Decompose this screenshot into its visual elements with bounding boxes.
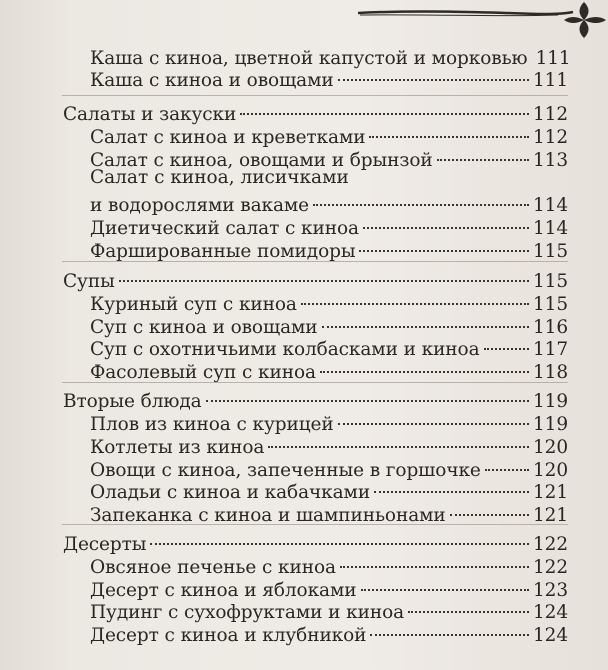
leader-dots <box>268 431 529 453</box>
toc-entry-title: Плов из киноа с курицей <box>90 414 334 435</box>
toc-entry <box>90 499 568 527</box>
toc-section-page: 119 <box>532 391 568 412</box>
toc-entry-title: Каша с киноа, цветной капустой и морковью <box>90 48 528 69</box>
toc-entry-title: Пудинг с сухофруктами и киноа <box>90 602 405 623</box>
leader-dots <box>359 235 529 257</box>
leader-dots <box>361 574 529 596</box>
toc-section-page: 122 <box>532 534 568 555</box>
toc-entry-page: 113 <box>532 150 568 171</box>
leader-dots <box>119 265 529 287</box>
section-divider <box>62 95 568 96</box>
toc-entry-page: 115 <box>532 241 568 262</box>
toc-entry-page: 114 <box>532 218 568 239</box>
toc-entry-page: 120 <box>532 460 568 481</box>
toc-entry <box>90 64 568 92</box>
toc-entry-title: Фасолевый суп с киноа <box>90 362 316 383</box>
toc-entry <box>90 619 568 647</box>
toc-entry-page: 117 <box>532 339 568 360</box>
leader-dots <box>450 499 529 521</box>
toc-section-title: Вторые блюда <box>63 391 202 412</box>
toc-entry-page: 123 <box>532 580 568 601</box>
toc-section-title: Салаты и закуски <box>63 104 237 125</box>
toc-section-title: Десерты <box>63 534 147 555</box>
toc-entry-title: Диетический салат с киноа <box>90 218 359 239</box>
section-divider <box>62 524 568 525</box>
leader-dots <box>374 476 529 498</box>
toc-entry-title: Котлеты из киноа <box>90 437 265 458</box>
toc-entry-page: 121 <box>532 505 568 526</box>
leader-dots <box>313 189 529 211</box>
toc-entry-title: Каша с киноа и овощами <box>90 70 334 91</box>
leader-dots <box>485 454 529 476</box>
toc-entry-page: 111 <box>535 48 571 69</box>
leader-dots <box>322 311 529 333</box>
decorative-ornament-icon <box>358 0 608 40</box>
toc-entry-page: 116 <box>532 317 568 338</box>
toc-entry <box>90 356 568 384</box>
section-divider <box>62 261 568 262</box>
toc-entry-title: Запеканка с киноа и шампиньонами <box>90 505 446 526</box>
toc-entry-page: 111 <box>532 70 568 91</box>
toc-entry-title: Десерт с киноа и клубникой <box>90 625 367 646</box>
toc-entry-page: 120 <box>532 437 568 458</box>
toc-entry-page: 121 <box>532 482 568 503</box>
toc-entry-title: Оладьи с киноа и кабачками <box>90 482 371 503</box>
leader-dots <box>320 356 529 378</box>
toc-entry-title: Овощи с киноа, запеченные в горшочке <box>90 460 481 481</box>
toc-entry-title: Суп с киноа и овощами <box>90 317 318 338</box>
toc-section-page: 112 <box>532 104 568 125</box>
leader-dots <box>369 121 529 143</box>
leader-dots <box>370 619 529 641</box>
toc-entry-page: 114 <box>532 195 568 216</box>
toc-entry-title: Десерт с киноа и яблоками <box>90 580 357 601</box>
toc-entry-page: 119 <box>532 414 568 435</box>
leader-dots <box>240 98 529 120</box>
toc-entry-page: 124 <box>532 625 568 646</box>
leader-dots <box>363 212 529 234</box>
toc-entry <box>90 235 568 263</box>
leader-dots <box>437 144 529 166</box>
toc-entry-page: 115 <box>532 294 568 315</box>
toc-entry-title: Куриный суп с киноа <box>90 294 297 315</box>
leader-dots <box>301 288 529 310</box>
toc-entry-page: 122 <box>532 557 568 578</box>
leader-dots <box>340 551 529 573</box>
leader-dots <box>206 385 529 407</box>
toc-entry-page: 124 <box>532 602 568 623</box>
toc-entry-title: Салат с киноа, овощами и брынзой <box>90 150 433 171</box>
leader-dots <box>338 408 529 430</box>
toc-entry-page: 118 <box>532 362 568 383</box>
section-divider <box>62 382 568 383</box>
leader-dots <box>150 528 529 550</box>
toc-entry-page: 112 <box>532 127 568 148</box>
toc-entry-title: Овсяное печенье с киноа <box>90 557 336 578</box>
toc-entry-title: Суп с охотничьими колбасками и киноа <box>90 339 480 360</box>
leader-dots <box>484 333 529 355</box>
toc-section-title: Супы <box>63 271 115 292</box>
leader-dots <box>408 596 529 618</box>
toc-entry-title: Салат с киноа, лисичками <box>90 167 349 188</box>
toc-entry-title: и водорослями вакаме <box>90 195 310 216</box>
toc-entry-title: Салат с киноа и креветками <box>90 127 366 148</box>
toc-section-page: 115 <box>532 271 568 292</box>
leader-dots <box>338 64 529 86</box>
toc-entry-title: Фаршированные помидоры <box>90 241 356 262</box>
